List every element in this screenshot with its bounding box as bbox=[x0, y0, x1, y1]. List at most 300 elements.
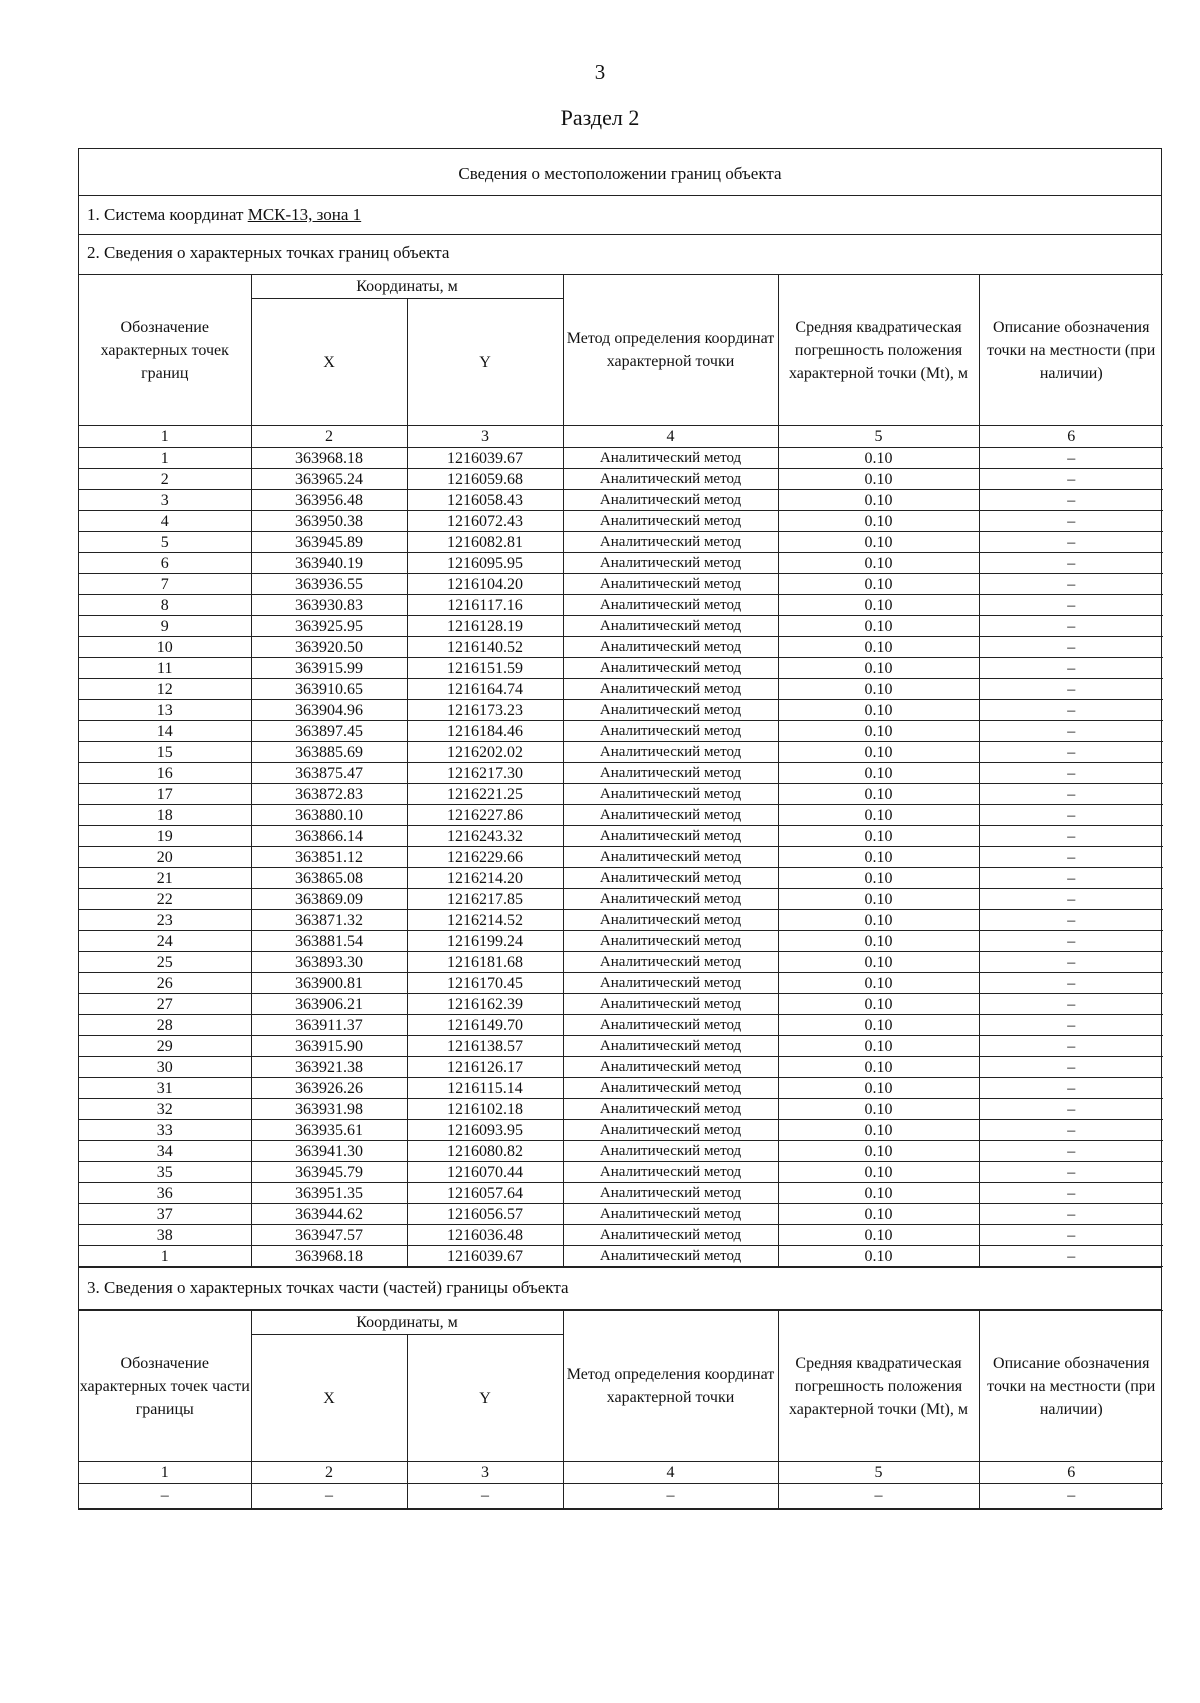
point-method: Аналитический метод bbox=[563, 658, 778, 679]
point-y: 1216058.43 bbox=[407, 490, 563, 511]
point-method: Аналитический метод bbox=[563, 637, 778, 658]
point-y: 1216214.52 bbox=[407, 910, 563, 931]
point-error: 0.10 bbox=[778, 994, 979, 1015]
table-row bbox=[79, 1120, 1163, 1141]
point-y: 1216036.48 bbox=[407, 1225, 563, 1246]
point-description: – bbox=[979, 1141, 1163, 1162]
table-row bbox=[79, 742, 1163, 763]
header-x: X bbox=[251, 299, 407, 426]
point-x: 363968.18 bbox=[251, 448, 407, 469]
parts-cell: – bbox=[79, 1484, 251, 1509]
point-x: 363911.37 bbox=[251, 1015, 407, 1036]
point-method: Аналитический метод bbox=[563, 847, 778, 868]
point-x: 363915.90 bbox=[251, 1036, 407, 1057]
parts-cell: – bbox=[979, 1484, 1163, 1509]
point-error: 0.10 bbox=[778, 574, 979, 595]
table-row bbox=[79, 721, 1163, 742]
point-x: 363851.12 bbox=[251, 847, 407, 868]
point-number: 20 bbox=[79, 847, 251, 868]
point-x: 363871.32 bbox=[251, 910, 407, 931]
point-y: 1216227.86 bbox=[407, 805, 563, 826]
point-number: 11 bbox=[79, 658, 251, 679]
point-description: – bbox=[979, 1036, 1163, 1057]
point-method: Аналитический метод bbox=[563, 532, 778, 553]
point-x: 363866.14 bbox=[251, 826, 407, 847]
point-method: Аналитический метод bbox=[563, 742, 778, 763]
table-row bbox=[79, 574, 1163, 595]
point-x: 363935.61 bbox=[251, 1120, 407, 1141]
point-x: 363940.19 bbox=[251, 553, 407, 574]
point-y: 1216184.46 bbox=[407, 721, 563, 742]
point-method: Аналитический метод bbox=[563, 616, 778, 637]
point-description: – bbox=[979, 784, 1163, 805]
point-y: 1216104.20 bbox=[407, 574, 563, 595]
table-row bbox=[79, 679, 1163, 700]
point-description: – bbox=[979, 490, 1163, 511]
point-method: Аналитический метод bbox=[563, 574, 778, 595]
point-error: 0.10 bbox=[778, 1015, 979, 1036]
point-error: 0.10 bbox=[778, 532, 979, 553]
point-method: Аналитический метод bbox=[563, 721, 778, 742]
point-y: 1216217.85 bbox=[407, 889, 563, 910]
point-number: 14 bbox=[79, 721, 251, 742]
header-error: Средняя квадратическая погрешность положения характерной точки (Mt), м bbox=[778, 275, 979, 426]
parts-body bbox=[79, 1484, 1163, 1509]
point-x: 363936.55 bbox=[251, 574, 407, 595]
parts-header-method: Метод определения координат характерной точки bbox=[563, 1311, 778, 1462]
point-description: – bbox=[979, 910, 1163, 931]
point-method: Аналитический метод bbox=[563, 1078, 778, 1099]
parts-header-description: Описание обозначения точки на местности (при наличии) bbox=[979, 1311, 1163, 1462]
point-number: 32 bbox=[79, 1099, 251, 1120]
point-number: 9 bbox=[79, 616, 251, 637]
point-x: 363956.48 bbox=[251, 490, 407, 511]
point-x: 363893.30 bbox=[251, 952, 407, 973]
point-y: 1216126.17 bbox=[407, 1057, 563, 1078]
point-y: 1216162.39 bbox=[407, 994, 563, 1015]
point-method: Аналитический метод bbox=[563, 448, 778, 469]
point-description: – bbox=[979, 1057, 1163, 1078]
point-y: 1216164.74 bbox=[407, 679, 563, 700]
point-description: – bbox=[979, 1120, 1163, 1141]
point-method: Аналитический метод bbox=[563, 889, 778, 910]
point-y: 1216217.30 bbox=[407, 763, 563, 784]
table-row bbox=[79, 952, 1163, 973]
point-number: 1 bbox=[79, 1246, 251, 1267]
point-x: 363897.45 bbox=[251, 721, 407, 742]
point-method: Аналитический метод bbox=[563, 784, 778, 805]
point-x: 363968.18 bbox=[251, 1246, 407, 1267]
point-method: Аналитический метод bbox=[563, 595, 778, 616]
column-number-5: 5 bbox=[778, 426, 979, 448]
point-method: Аналитический метод bbox=[563, 469, 778, 490]
page-number: 3 bbox=[594, 60, 606, 84]
point-y: 1216214.20 bbox=[407, 868, 563, 889]
point-error: 0.10 bbox=[778, 448, 979, 469]
point-method: Аналитический метод bbox=[563, 1099, 778, 1120]
parts-cell: – bbox=[407, 1484, 563, 1509]
table-row bbox=[79, 1057, 1163, 1078]
point-error: 0.10 bbox=[778, 616, 979, 637]
point-description: – bbox=[979, 469, 1163, 490]
table-row bbox=[79, 1246, 1163, 1267]
point-x: 363881.54 bbox=[251, 931, 407, 952]
table-row bbox=[79, 1484, 1163, 1509]
point-method: Аналитический метод bbox=[563, 763, 778, 784]
parts-column-numbers-row bbox=[79, 1462, 1163, 1484]
point-description: – bbox=[979, 868, 1163, 889]
point-method: Аналитический метод bbox=[563, 511, 778, 532]
point-method: Аналитический метод bbox=[563, 1015, 778, 1036]
column-number-6: 6 bbox=[979, 1462, 1163, 1484]
point-description: – bbox=[979, 805, 1163, 826]
point-number: 6 bbox=[79, 553, 251, 574]
column-numbers-row bbox=[79, 426, 1163, 448]
point-x: 363904.96 bbox=[251, 700, 407, 721]
point-error: 0.10 bbox=[778, 595, 979, 616]
point-error: 0.10 bbox=[778, 1099, 979, 1120]
point-y: 1216115.14 bbox=[407, 1078, 563, 1099]
points-table bbox=[79, 274, 1163, 1267]
point-y: 1216057.64 bbox=[407, 1183, 563, 1204]
point-x: 363950.38 bbox=[251, 511, 407, 532]
table-row bbox=[79, 658, 1163, 679]
point-y: 1216117.16 bbox=[407, 595, 563, 616]
point-x: 363945.89 bbox=[251, 532, 407, 553]
point-method: Аналитический метод bbox=[563, 1162, 778, 1183]
table-row bbox=[79, 910, 1163, 931]
point-description: – bbox=[979, 679, 1163, 700]
point-description: – bbox=[979, 973, 1163, 994]
point-method: Аналитический метод bbox=[563, 1225, 778, 1246]
parts-header-error: Средняя квадратическая погрешность положения характерной точки (Mt), м bbox=[778, 1311, 979, 1462]
point-method: Аналитический метод bbox=[563, 994, 778, 1015]
table-row bbox=[79, 616, 1163, 637]
table-row bbox=[79, 637, 1163, 658]
column-number-5: 5 bbox=[778, 1462, 979, 1484]
point-error: 0.10 bbox=[778, 931, 979, 952]
point-number: 33 bbox=[79, 1120, 251, 1141]
point-number: 21 bbox=[79, 868, 251, 889]
point-x: 363951.35 bbox=[251, 1183, 407, 1204]
table-row bbox=[79, 553, 1163, 574]
table-row bbox=[79, 448, 1163, 469]
point-description: – bbox=[979, 952, 1163, 973]
point-error: 0.10 bbox=[778, 1036, 979, 1057]
column-number-4: 4 bbox=[563, 426, 778, 448]
point-number: 16 bbox=[79, 763, 251, 784]
point-description: – bbox=[979, 1204, 1163, 1225]
point-y: 1216039.67 bbox=[407, 448, 563, 469]
point-y: 1216151.59 bbox=[407, 658, 563, 679]
point-x: 363869.09 bbox=[251, 889, 407, 910]
point-y: 1216243.32 bbox=[407, 826, 563, 847]
header-y: Y bbox=[407, 299, 563, 426]
point-y: 1216173.23 bbox=[407, 700, 563, 721]
point-number: 2 bbox=[79, 469, 251, 490]
point-number: 29 bbox=[79, 1036, 251, 1057]
table-row bbox=[79, 469, 1163, 490]
point-description: – bbox=[979, 448, 1163, 469]
point-description: – bbox=[979, 931, 1163, 952]
header-description: Описание обозначения точки на местности (при наличии) bbox=[979, 275, 1163, 426]
point-y: 1216070.44 bbox=[407, 1162, 563, 1183]
point-description: – bbox=[979, 658, 1163, 679]
point-number: 34 bbox=[79, 1141, 251, 1162]
point-number: 15 bbox=[79, 742, 251, 763]
point-description: – bbox=[979, 1183, 1163, 1204]
table-row bbox=[79, 490, 1163, 511]
boundary-info-frame bbox=[78, 148, 1162, 1510]
point-method: Аналитический метод bbox=[563, 1036, 778, 1057]
point-number: 8 bbox=[79, 595, 251, 616]
point-method: Аналитический метод bbox=[563, 1057, 778, 1078]
parts-cell: – bbox=[778, 1484, 979, 1509]
point-number: 30 bbox=[79, 1057, 251, 1078]
point-error: 0.10 bbox=[778, 1225, 979, 1246]
point-description: – bbox=[979, 826, 1163, 847]
point-number: 4 bbox=[79, 511, 251, 532]
point-error: 0.10 bbox=[778, 721, 979, 742]
parts-header-x: X bbox=[251, 1335, 407, 1462]
table-row bbox=[79, 532, 1163, 553]
point-error: 0.10 bbox=[778, 469, 979, 490]
point-x: 363900.81 bbox=[251, 973, 407, 994]
point-method: Аналитический метод bbox=[563, 490, 778, 511]
table-row bbox=[79, 1015, 1163, 1036]
point-description: – bbox=[979, 637, 1163, 658]
point-y: 1216149.70 bbox=[407, 1015, 563, 1036]
point-x: 363910.65 bbox=[251, 679, 407, 700]
point-y: 1216059.68 bbox=[407, 469, 563, 490]
point-y: 1216093.95 bbox=[407, 1120, 563, 1141]
point-number: 17 bbox=[79, 784, 251, 805]
point-y: 1216095.95 bbox=[407, 553, 563, 574]
point-y: 1216170.45 bbox=[407, 973, 563, 994]
point-x: 363926.26 bbox=[251, 1078, 407, 1099]
point-method: Аналитический метод bbox=[563, 1246, 778, 1267]
point-y: 1216199.24 bbox=[407, 931, 563, 952]
point-x: 363885.69 bbox=[251, 742, 407, 763]
point-x: 363872.83 bbox=[251, 784, 407, 805]
points-heading: 2. Сведения о характерных точках границ объекта bbox=[87, 243, 450, 262]
header-designation: Обозначение характерных точек границ bbox=[79, 275, 251, 426]
point-x: 363945.79 bbox=[251, 1162, 407, 1183]
point-y: 1216181.68 bbox=[407, 952, 563, 973]
point-description: – bbox=[979, 532, 1163, 553]
point-number: 25 bbox=[79, 952, 251, 973]
coord-system-value: МСК-13, зона 1 bbox=[247, 205, 362, 224]
header-coordinates: Координаты, м bbox=[251, 275, 563, 299]
point-number: 26 bbox=[79, 973, 251, 994]
point-number: 13 bbox=[79, 700, 251, 721]
point-description: – bbox=[979, 1099, 1163, 1120]
point-error: 0.10 bbox=[778, 1120, 979, 1141]
table-row bbox=[79, 511, 1163, 532]
point-description: – bbox=[979, 574, 1163, 595]
column-number-6: 6 bbox=[979, 426, 1163, 448]
table-row bbox=[79, 1204, 1163, 1225]
point-x: 363915.99 bbox=[251, 658, 407, 679]
point-x: 363906.21 bbox=[251, 994, 407, 1015]
point-method: Аналитический метод bbox=[563, 910, 778, 931]
point-error: 0.10 bbox=[778, 1246, 979, 1267]
point-x: 363944.62 bbox=[251, 1204, 407, 1225]
point-y: 1216128.19 bbox=[407, 616, 563, 637]
coord-system-label: 1. Система координат bbox=[87, 205, 248, 224]
column-number-1: 1 bbox=[79, 1462, 251, 1484]
point-error: 0.10 bbox=[778, 868, 979, 889]
table-row bbox=[79, 1162, 1163, 1183]
column-number-2: 2 bbox=[251, 426, 407, 448]
point-error: 0.10 bbox=[778, 1078, 979, 1099]
point-y: 1216138.57 bbox=[407, 1036, 563, 1057]
point-error: 0.10 bbox=[778, 511, 979, 532]
point-number: 5 bbox=[79, 532, 251, 553]
point-number: 31 bbox=[79, 1078, 251, 1099]
point-method: Аналитический метод bbox=[563, 553, 778, 574]
table-row bbox=[79, 784, 1163, 805]
point-error: 0.10 bbox=[778, 784, 979, 805]
point-error: 0.10 bbox=[778, 1141, 979, 1162]
point-x: 363941.30 bbox=[251, 1141, 407, 1162]
point-method: Аналитический метод bbox=[563, 805, 778, 826]
point-number: 36 bbox=[79, 1183, 251, 1204]
point-error: 0.10 bbox=[778, 889, 979, 910]
table-row bbox=[79, 931, 1163, 952]
point-y: 1216082.81 bbox=[407, 532, 563, 553]
parts-cell: – bbox=[563, 1484, 778, 1509]
point-y: 1216056.57 bbox=[407, 1204, 563, 1225]
point-description: – bbox=[979, 721, 1163, 742]
point-error: 0.10 bbox=[778, 490, 979, 511]
column-number-2: 2 bbox=[251, 1462, 407, 1484]
point-number: 24 bbox=[79, 931, 251, 952]
point-description: – bbox=[979, 700, 1163, 721]
table-row bbox=[79, 1183, 1163, 1204]
table-row bbox=[79, 1078, 1163, 1099]
point-error: 0.10 bbox=[778, 826, 979, 847]
point-method: Аналитический метод bbox=[563, 868, 778, 889]
table-row bbox=[79, 889, 1163, 910]
point-error: 0.10 bbox=[778, 973, 979, 994]
parts-cell: – bbox=[251, 1484, 407, 1509]
point-description: – bbox=[979, 1246, 1163, 1267]
point-x: 363865.08 bbox=[251, 868, 407, 889]
point-x: 363875.47 bbox=[251, 763, 407, 784]
point-number: 10 bbox=[79, 637, 251, 658]
point-error: 0.10 bbox=[778, 763, 979, 784]
parts-header-designation: Обозначение характерных точек части границы bbox=[79, 1311, 251, 1462]
point-description: – bbox=[979, 1078, 1163, 1099]
point-description: – bbox=[979, 553, 1163, 574]
point-x: 363925.95 bbox=[251, 616, 407, 637]
point-number: 18 bbox=[79, 805, 251, 826]
point-error: 0.10 bbox=[778, 637, 979, 658]
point-error: 0.10 bbox=[778, 910, 979, 931]
point-number: 37 bbox=[79, 1204, 251, 1225]
point-error: 0.10 bbox=[778, 679, 979, 700]
parts-header-coordinates: Координаты, м bbox=[251, 1311, 563, 1335]
point-error: 0.10 bbox=[778, 700, 979, 721]
point-error: 0.10 bbox=[778, 847, 979, 868]
point-y: 1216080.82 bbox=[407, 1141, 563, 1162]
point-x: 363965.24 bbox=[251, 469, 407, 490]
point-number: 27 bbox=[79, 994, 251, 1015]
point-number: 3 bbox=[79, 490, 251, 511]
point-method: Аналитический метод bbox=[563, 1204, 778, 1225]
point-method: Аналитический метод bbox=[563, 931, 778, 952]
point-description: – bbox=[979, 1162, 1163, 1183]
point-description: – bbox=[979, 1015, 1163, 1036]
table-row bbox=[79, 805, 1163, 826]
table-row bbox=[79, 994, 1163, 1015]
point-method: Аналитический метод bbox=[563, 679, 778, 700]
point-description: – bbox=[979, 763, 1163, 784]
header-method: Метод определения координат характерной точки bbox=[563, 275, 778, 426]
point-method: Аналитический метод bbox=[563, 1141, 778, 1162]
column-number-3: 3 bbox=[407, 426, 563, 448]
point-number: 23 bbox=[79, 910, 251, 931]
point-description: – bbox=[979, 595, 1163, 616]
point-error: 0.10 bbox=[778, 952, 979, 973]
block-title: Сведения о местоположении границ объекта bbox=[79, 149, 1161, 196]
column-number-1: 1 bbox=[79, 426, 251, 448]
point-description: – bbox=[979, 847, 1163, 868]
point-x: 363880.10 bbox=[251, 805, 407, 826]
point-y: 1216202.02 bbox=[407, 742, 563, 763]
column-number-3: 3 bbox=[407, 1462, 563, 1484]
point-x: 363930.83 bbox=[251, 595, 407, 616]
point-y: 1216039.67 bbox=[407, 1246, 563, 1267]
point-number: 38 bbox=[79, 1225, 251, 1246]
table-row bbox=[79, 1225, 1163, 1246]
point-y: 1216102.18 bbox=[407, 1099, 563, 1120]
point-description: – bbox=[979, 994, 1163, 1015]
point-x: 363947.57 bbox=[251, 1225, 407, 1246]
point-method: Аналитический метод bbox=[563, 973, 778, 994]
table-row bbox=[79, 595, 1163, 616]
point-method: Аналитический метод bbox=[563, 952, 778, 973]
point-error: 0.10 bbox=[778, 742, 979, 763]
point-x: 363920.50 bbox=[251, 637, 407, 658]
point-number: 1 bbox=[79, 448, 251, 469]
point-y: 1216229.66 bbox=[407, 847, 563, 868]
table-row bbox=[79, 847, 1163, 868]
point-method: Аналитический метод bbox=[563, 1120, 778, 1141]
point-method: Аналитический метод bbox=[563, 826, 778, 847]
point-error: 0.10 bbox=[778, 553, 979, 574]
point-method: Аналитический метод bbox=[563, 1183, 778, 1204]
parts-header-y: Y bbox=[407, 1335, 563, 1462]
table-row bbox=[79, 1099, 1163, 1120]
point-number: 22 bbox=[79, 889, 251, 910]
column-number-4: 4 bbox=[563, 1462, 778, 1484]
point-error: 0.10 bbox=[778, 1183, 979, 1204]
points-body bbox=[79, 448, 1163, 1267]
section-title: Раздел 2 bbox=[560, 105, 640, 130]
point-description: – bbox=[979, 742, 1163, 763]
table-row bbox=[79, 868, 1163, 889]
point-y: 1216072.43 bbox=[407, 511, 563, 532]
point-error: 0.10 bbox=[778, 1162, 979, 1183]
point-description: – bbox=[979, 889, 1163, 910]
point-error: 0.10 bbox=[778, 805, 979, 826]
point-error: 0.10 bbox=[778, 1057, 979, 1078]
point-method: Аналитический метод bbox=[563, 700, 778, 721]
point-error: 0.10 bbox=[778, 658, 979, 679]
point-number: 19 bbox=[79, 826, 251, 847]
